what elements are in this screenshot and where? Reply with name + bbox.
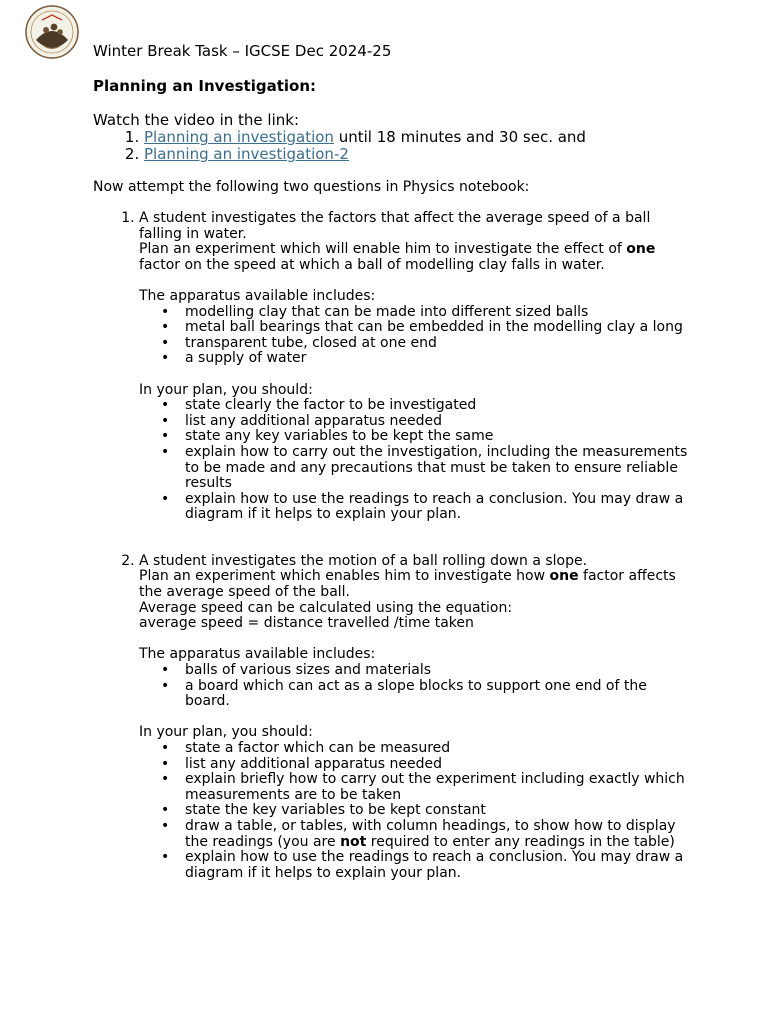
q2-table-pre: draw a table, or tables, with column headings, to show how to display the readings (you are — [185, 817, 676, 850]
q2-task-post: factor affects the average speed of the ball. — [139, 568, 676, 601]
questions-list — [93, 211, 693, 881]
list-item — [185, 819, 693, 850]
list-item: • transparent tube, closed at one end — [185, 336, 693, 352]
q2-apparatus-list — [139, 663, 693, 710]
question-1 — [139, 211, 693, 523]
attempt-text: Now attempt the following two questions in Physics notebook: — [93, 179, 530, 195]
list-item: • balls of various sizes and materials — [185, 663, 693, 679]
school-crest-icon — [24, 4, 80, 60]
q1-task-bold: one — [626, 241, 656, 258]
q1-task-pre: Plan an experiment which will enable him to investigate the effect of — [139, 241, 627, 258]
video-link-1[interactable]: Planning an investigation — [144, 128, 334, 146]
list-item: • explain how to use the readings to reach a conclusion. You may draw a diagram if it helps to explain your plan. — [185, 492, 693, 523]
q2-equation-intro: Average speed can be calculated using the equation: — [139, 599, 513, 616]
q2-task — [139, 569, 693, 600]
q2-intro: 2. A student investigates the motion of a ball rolling down a slope. — [139, 552, 588, 569]
list-item: • a supply of water — [185, 351, 693, 367]
document-body — [93, 42, 693, 881]
question-2 — [139, 554, 693, 881]
q1-plan-intro: In your plan, you should: — [139, 381, 313, 398]
list-item — [144, 146, 693, 163]
q1-intro: 1. A student investigates the factors that affect the average speed of a ball falling in water. — [139, 210, 651, 242]
list-item: • explain briefly how to carry out the experiment including exactly which measurements are to be taken — [185, 772, 693, 803]
q1-apparatus-intro: The apparatus available includes: — [139, 287, 376, 304]
list-item: • list any additional apparatus needed — [185, 757, 693, 773]
q1-task-post: factor on the speed at which a ball of modelling clay falls in water. — [139, 256, 605, 273]
q2-plan-intro: In your plan, you should: — [139, 724, 313, 741]
q2-task-bold: one — [549, 568, 579, 585]
list-item: • state any key variables to be kept the same — [185, 429, 693, 445]
list-item: • state clearly the factor to be investigated — [185, 398, 693, 414]
page-title: Winter Break Task – IGCSE Dec 2024-25 — [93, 42, 392, 60]
list-item: • state a factor which can be measured — [185, 741, 693, 757]
list-item: • modelling clay that can be made into different sized balls — [185, 305, 693, 321]
q2-equation: average speed = distance travelled /time taken — [139, 615, 474, 632]
list-item: • state the key variables to be kept constant — [185, 803, 693, 819]
watch-intro: Watch the video in the link: — [93, 111, 300, 129]
list-item: • list any additional apparatus needed — [185, 414, 693, 430]
list-item: • metal ball bearings that can be embedded in the modelling clay a long — [185, 320, 693, 336]
q2-table-bold: not — [340, 833, 367, 850]
q1-plan-list — [139, 398, 693, 523]
q1-apparatus-list — [139, 305, 693, 367]
section-heading: Planning an Investigation: — [93, 77, 317, 95]
list-item: • explain how to use the readings to reach a conclusion. You may draw a diagram if it helps to explain your plan. — [185, 850, 693, 881]
list-item: • explain how to carry out the investigation, including the measurements to be made and any precautions that must be taken to ensure reliable results — [185, 445, 693, 492]
video-link-2[interactable]: Planning an investigation-2 — [144, 145, 349, 163]
q2-task-pre: Plan an experiment which enables him to investigate how — [139, 568, 550, 585]
link-suffix: until 18 minutes and 30 sec. and — [333, 128, 586, 146]
video-links-list — [93, 129, 693, 163]
q1-task — [139, 242, 693, 273]
list-item — [144, 129, 693, 146]
q2-table-post: required to enter any readings in the table) — [366, 833, 675, 850]
q2-apparatus-intro: The apparatus available includes: — [139, 646, 376, 663]
list-item: • a board which can act as a slope blocks to support one end of the board. — [185, 679, 693, 710]
q2-plan-list — [139, 741, 693, 881]
